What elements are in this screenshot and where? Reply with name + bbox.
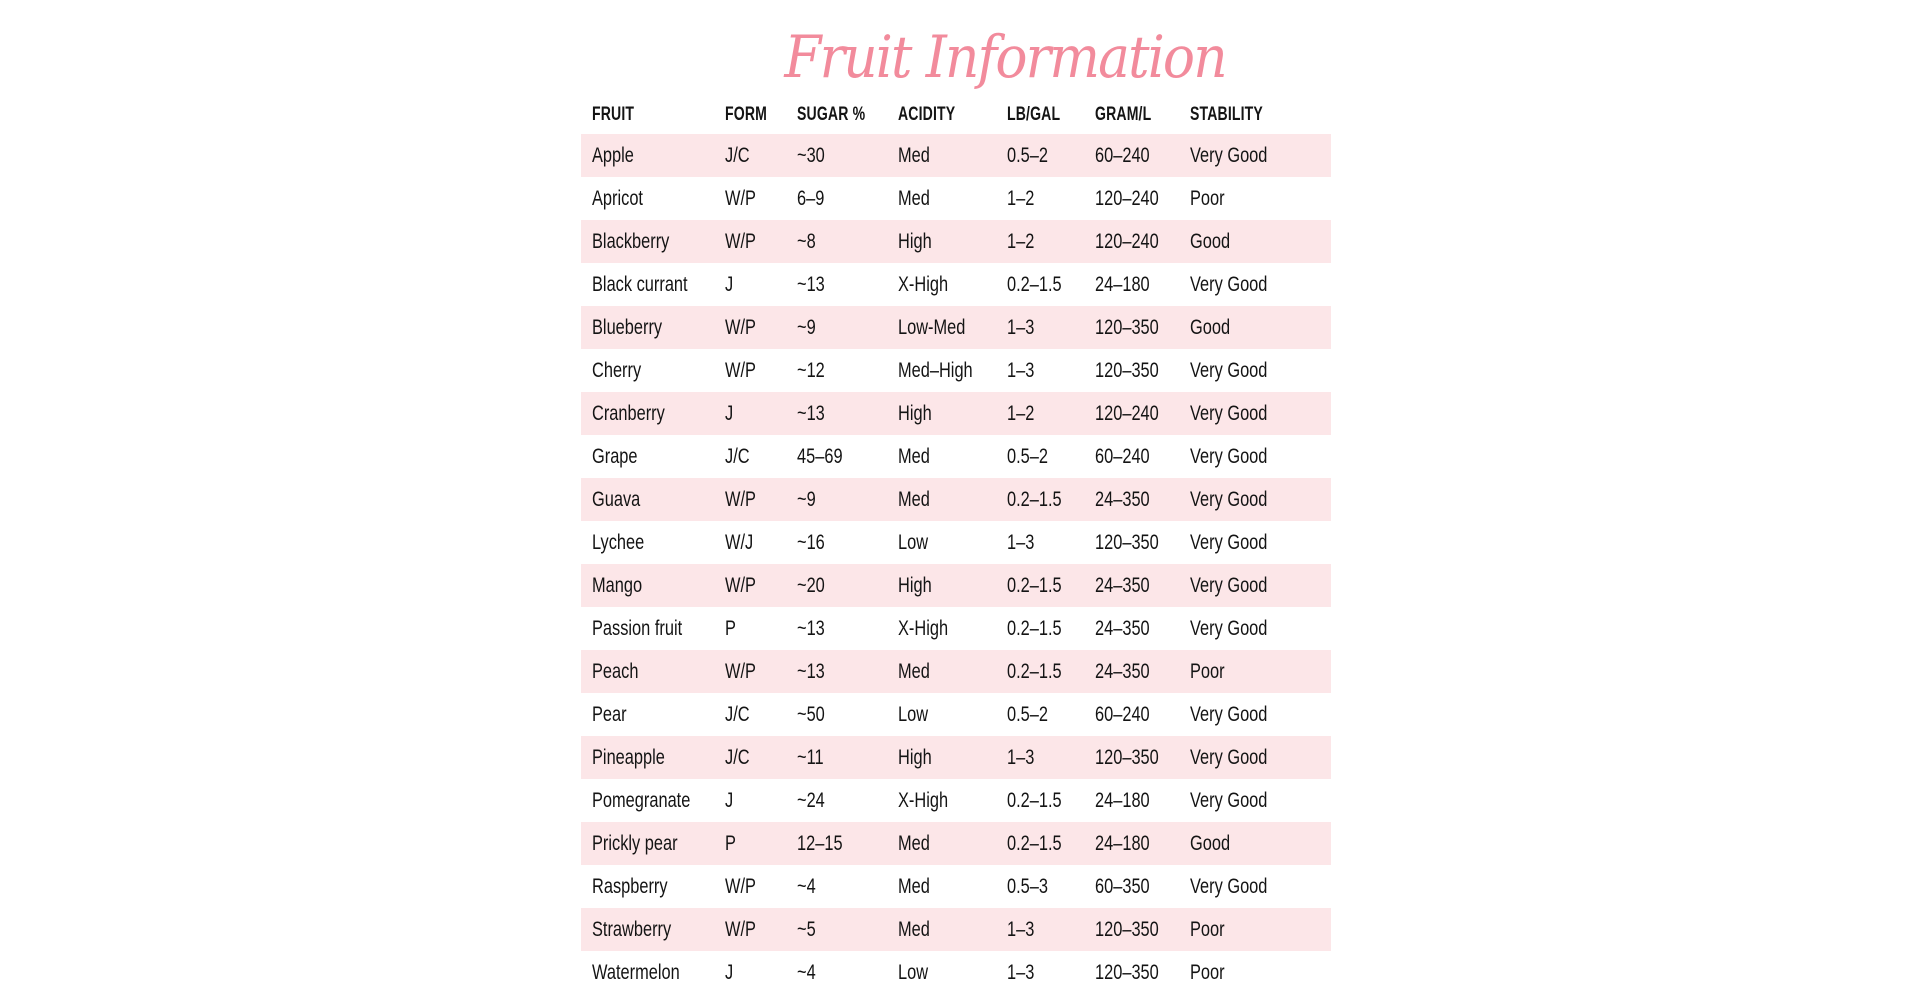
cell-acidity: Med	[898, 874, 930, 898]
page-title: Fruit Information	[784, 23, 1226, 91]
cell-acidity: Med	[898, 831, 930, 855]
cell-gram-l: 60–240	[1095, 444, 1150, 468]
cell-acidity: High	[898, 745, 932, 769]
cell-lb-gal: 0.2–1.5	[1007, 272, 1062, 296]
cell-sugar: 6–9	[797, 186, 825, 210]
cell-stability: Poor	[1190, 186, 1225, 210]
cell-gram-l: 120–350	[1095, 315, 1159, 339]
cell-stability: Very Good	[1190, 745, 1268, 769]
cell-gram-l: 60–240	[1095, 702, 1150, 726]
cell-acidity: Med	[898, 143, 930, 167]
cell-acidity: X-High	[898, 616, 949, 640]
cell-form: P	[725, 831, 736, 855]
cell-stability: Very Good	[1190, 272, 1268, 296]
cell-fruit: Blackberry	[592, 229, 670, 253]
header-form: FORM	[725, 103, 767, 125]
cell-fruit: Strawberry	[592, 917, 672, 941]
cell-fruit: Black currant	[592, 272, 688, 296]
cell-sugar: ~13	[797, 616, 825, 640]
fruit-table	[581, 95, 1331, 994]
cell-gram-l: 120–350	[1095, 530, 1159, 554]
header-stability: STABILITY	[1190, 103, 1263, 125]
cell-fruit: Mango	[592, 573, 643, 597]
cell-gram-l: 24–180	[1095, 788, 1150, 812]
table-row	[581, 478, 1331, 521]
cell-acidity: X-High	[898, 788, 949, 812]
cell-form: W/J	[725, 530, 754, 554]
table-row	[581, 435, 1331, 478]
cell-sugar: ~20	[797, 573, 825, 597]
cell-form: W/P	[725, 659, 756, 683]
cell-gram-l: 24–350	[1095, 659, 1150, 683]
cell-form: W/P	[725, 229, 756, 253]
cell-form: W/P	[725, 487, 756, 511]
table-row	[581, 177, 1331, 220]
cell-lb-gal: 0.2–1.5	[1007, 616, 1062, 640]
cell-stability: Poor	[1190, 960, 1225, 984]
cell-fruit: Cherry	[592, 358, 642, 382]
table-body	[581, 134, 1331, 994]
cell-sugar: ~30	[797, 143, 825, 167]
cell-gram-l: 120–240	[1095, 186, 1159, 210]
cell-sugar: 45–69	[797, 444, 843, 468]
cell-gram-l: 24–350	[1095, 573, 1150, 597]
cell-sugar: ~24	[797, 788, 825, 812]
table-row	[581, 736, 1331, 779]
cell-acidity: Med	[898, 917, 930, 941]
header-acidity: ACIDITY	[898, 103, 956, 125]
cell-acidity: High	[898, 229, 932, 253]
cell-sugar: ~5	[797, 917, 816, 941]
cell-lb-gal: 1–2	[1007, 186, 1035, 210]
cell-fruit: Prickly pear	[592, 831, 678, 855]
cell-gram-l: 120–350	[1095, 745, 1159, 769]
cell-lb-gal: 0.2–1.5	[1007, 487, 1062, 511]
table-row	[581, 908, 1331, 951]
cell-stability: Very Good	[1190, 358, 1268, 382]
table-row	[581, 263, 1331, 306]
cell-sugar: ~12	[797, 358, 825, 382]
cell-acidity: Low-Med	[898, 315, 966, 339]
cell-form: J	[725, 788, 734, 812]
cell-lb-gal: 1–2	[1007, 229, 1035, 253]
cell-sugar: 12–15	[797, 831, 843, 855]
cell-lb-gal: 1–3	[1007, 530, 1035, 554]
cell-form: W/P	[725, 358, 756, 382]
table-row	[581, 564, 1331, 607]
cell-acidity: Med–High	[898, 358, 973, 382]
table-row	[581, 220, 1331, 263]
cell-form: W/P	[725, 573, 756, 597]
cell-fruit: Blueberry	[592, 315, 663, 339]
cell-fruit: Peach	[592, 659, 639, 683]
cell-acidity: Low	[898, 530, 929, 554]
table-row	[581, 822, 1331, 865]
cell-stability: Very Good	[1190, 874, 1268, 898]
cell-fruit: Pineapple	[592, 745, 665, 769]
cell-stability: Good	[1190, 831, 1231, 855]
cell-acidity: High	[898, 573, 932, 597]
cell-acidity: Med	[898, 444, 930, 468]
cell-acidity: Low	[898, 960, 929, 984]
cell-gram-l: 60–240	[1095, 143, 1150, 167]
cell-fruit: Pear	[592, 702, 627, 726]
cell-fruit: Pomegranate	[592, 788, 691, 812]
cell-lb-gal: 1–3	[1007, 745, 1035, 769]
cell-acidity: Med	[898, 186, 930, 210]
table-row	[581, 134, 1331, 177]
cell-form: J	[725, 272, 734, 296]
cell-fruit: Grape	[592, 444, 638, 468]
cell-form: J/C	[725, 745, 750, 769]
cell-sugar: ~8	[797, 229, 816, 253]
cell-lb-gal: 1–3	[1007, 358, 1035, 382]
table-row	[581, 349, 1331, 392]
table-row	[581, 521, 1331, 564]
cell-gram-l: 120–350	[1095, 917, 1159, 941]
cell-gram-l: 24–350	[1095, 616, 1150, 640]
cell-lb-gal: 0.2–1.5	[1007, 788, 1062, 812]
cell-sugar: ~4	[797, 874, 816, 898]
cell-acidity: X-High	[898, 272, 949, 296]
cell-fruit: Guava	[592, 487, 641, 511]
cell-gram-l: 120–240	[1095, 229, 1159, 253]
cell-sugar: ~50	[797, 702, 825, 726]
header-lb-gal: LB/GAL	[1007, 103, 1061, 125]
cell-sugar: ~16	[797, 530, 825, 554]
cell-lb-gal: 0.2–1.5	[1007, 659, 1062, 683]
cell-form: J/C	[725, 444, 750, 468]
table-row	[581, 650, 1331, 693]
table-header-row	[581, 95, 1331, 134]
cell-lb-gal: 0.5–2	[1007, 444, 1048, 468]
cell-stability: Very Good	[1190, 444, 1268, 468]
cell-stability: Very Good	[1190, 573, 1268, 597]
cell-gram-l: 24–350	[1095, 487, 1150, 511]
table-row	[581, 607, 1331, 650]
cell-stability: Poor	[1190, 917, 1225, 941]
cell-gram-l: 24–180	[1095, 272, 1150, 296]
cell-gram-l: 120–350	[1095, 358, 1159, 382]
cell-acidity: Low	[898, 702, 929, 726]
cell-lb-gal: 0.2–1.5	[1007, 831, 1062, 855]
cell-fruit: Apricot	[592, 186, 643, 210]
header-fruit: FRUIT	[592, 103, 635, 125]
table-row	[581, 865, 1331, 908]
cell-form: W/P	[725, 917, 756, 941]
cell-fruit: Passion fruit	[592, 616, 683, 640]
table-row	[581, 392, 1331, 435]
cell-sugar: ~4	[797, 960, 816, 984]
cell-stability: Very Good	[1190, 143, 1268, 167]
cell-stability: Very Good	[1190, 401, 1268, 425]
cell-gram-l: 24–180	[1095, 831, 1150, 855]
cell-stability: Very Good	[1190, 530, 1268, 554]
cell-lb-gal: 0.5–2	[1007, 702, 1048, 726]
cell-stability: Very Good	[1190, 788, 1268, 812]
header-sugar: SUGAR %	[797, 103, 866, 125]
cell-fruit: Cranberry	[592, 401, 665, 425]
cell-lb-gal: 1–3	[1007, 917, 1035, 941]
cell-acidity: Med	[898, 487, 930, 511]
cell-fruit: Lychee	[592, 530, 645, 554]
cell-acidity: Med	[898, 659, 930, 683]
cell-stability: Good	[1190, 229, 1231, 253]
cell-fruit: Watermelon	[592, 960, 680, 984]
header-gram-l: GRAM/L	[1095, 103, 1152, 125]
cell-form: W/P	[725, 315, 756, 339]
cell-form: J/C	[725, 143, 750, 167]
cell-acidity: High	[898, 401, 932, 425]
cell-stability: Very Good	[1190, 616, 1268, 640]
cell-lb-gal: 1–3	[1007, 315, 1035, 339]
cell-lb-gal: 0.2–1.5	[1007, 573, 1062, 597]
cell-sugar: ~9	[797, 487, 816, 511]
cell-form: J/C	[725, 702, 750, 726]
cell-fruit: Raspberry	[592, 874, 668, 898]
cell-lb-gal: 1–3	[1007, 960, 1035, 984]
table-row	[581, 693, 1331, 736]
cell-form: J	[725, 401, 734, 425]
cell-gram-l: 120–350	[1095, 960, 1159, 984]
cell-form: W/P	[725, 186, 756, 210]
cell-lb-gal: 1–2	[1007, 401, 1035, 425]
cell-form: P	[725, 616, 736, 640]
cell-sugar: ~11	[797, 745, 824, 769]
cell-form: J	[725, 960, 734, 984]
cell-lb-gal: 0.5–3	[1007, 874, 1048, 898]
table-row	[581, 951, 1331, 994]
cell-sugar: ~13	[797, 272, 825, 296]
cell-gram-l: 60–350	[1095, 874, 1150, 898]
table-row	[581, 306, 1331, 349]
cell-stability: Good	[1190, 315, 1231, 339]
cell-sugar: ~13	[797, 401, 825, 425]
cell-stability: Very Good	[1190, 702, 1268, 726]
cell-gram-l: 120–240	[1095, 401, 1159, 425]
table-row	[581, 779, 1331, 822]
cell-lb-gal: 0.5–2	[1007, 143, 1048, 167]
cell-stability: Poor	[1190, 659, 1225, 683]
cell-form: W/P	[725, 874, 756, 898]
cell-fruit: Apple	[592, 143, 634, 167]
cell-sugar: ~9	[797, 315, 816, 339]
cell-stability: Very Good	[1190, 487, 1268, 511]
cell-sugar: ~13	[797, 659, 825, 683]
